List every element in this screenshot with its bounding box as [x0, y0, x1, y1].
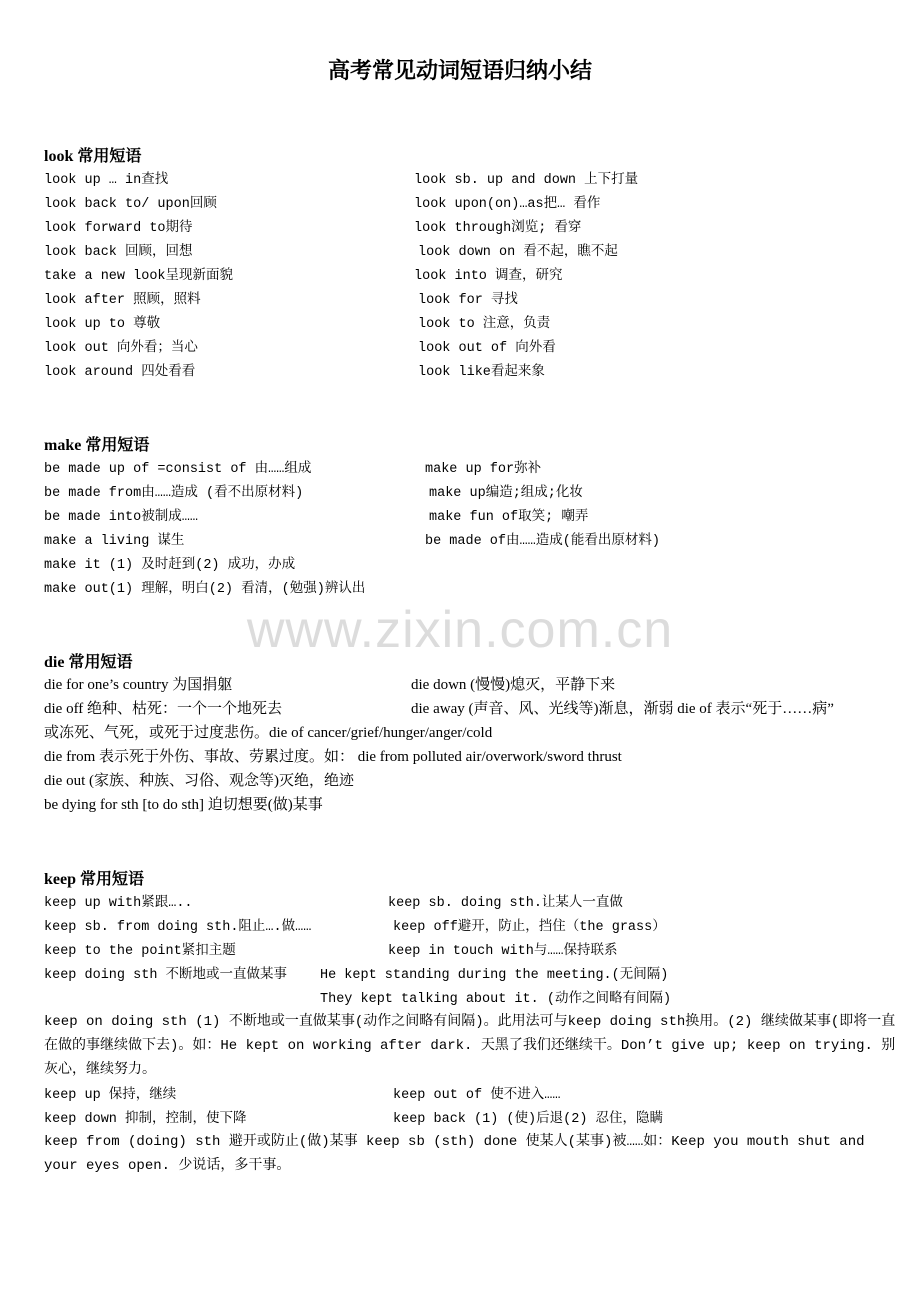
die-phrase-left: die for one’s country 为国捐躯: [44, 677, 233, 693]
make-heading: make 常用短语: [44, 437, 150, 454]
keep-phrase-left: keep up with紧跟…..: [44, 896, 193, 911]
make-row: [44, 456, 914, 480]
make-row: [44, 528, 914, 552]
look-row: [44, 359, 914, 383]
look-row: [44, 215, 914, 239]
keep-row: [44, 914, 914, 938]
die-line: die from 表示死于外伤、事故、劳累过度。如： die from polluted air/overwork/sword thrust: [44, 749, 622, 765]
make-line: make it (1) 及时赶到(2) 成功，办成: [44, 558, 296, 573]
keep-example: He kept standing during the meeting.(无间隔): [320, 968, 669, 983]
die-line: be dying for sth [to do sth] 迫切想要(做)某事: [44, 797, 323, 813]
look-row: [44, 263, 914, 287]
keep-paragraph: keep on doing sth (1) 不断地或一直做某事(动作之间略有间隔)。此用法可与keep doing sth换用。(2) 继续做某事(即将一直在做的事继续做下去)。如：He kept on working after dark. 天黑了我们还继续干。Don’t give up; keep on trying. 别灰心，继续努力。: [44, 1014, 896, 1078]
keep-row: [44, 938, 914, 962]
keep-phrase-right: keep off避开，防止，挡住（the grass）: [393, 920, 666, 935]
keep-phrase-right: keep back (1) (使)后退(2) 忍住，隐瞒: [393, 1112, 664, 1127]
make-phrase-right: make up for弥补: [425, 462, 542, 477]
keep-phrase-right: keep sb. doing sth.让某人一直做: [388, 896, 623, 911]
look-phrase-left: look back 回顾，回想: [44, 245, 193, 260]
look-row: [44, 239, 914, 263]
watermark-text: www.zixin.com.cn: [246, 601, 674, 659]
look-row: [44, 167, 914, 191]
look-phrase-right: look sb. up and down 上下打量: [414, 173, 639, 188]
die-line: die out (家族、种族、习俗、观念等)灭绝，绝迹: [44, 773, 354, 789]
keep-phrase-left: keep down 抑制，控制，使下降: [44, 1112, 247, 1127]
keep-phrase-left: keep to the point紧扣主题: [44, 944, 236, 959]
make-phrase-right: make fun of取笑; 嘲弄: [429, 510, 589, 525]
keep-phrase-left: keep doing sth 不断地或一直做某事: [44, 968, 288, 983]
make-row: [44, 480, 914, 504]
look-phrase-right: look to 注意，负责: [418, 317, 551, 332]
look-phrase-left: look back to/ upon回顾: [44, 197, 217, 212]
look-row: [44, 311, 914, 335]
die-phrase-right: die away (声音、风、光线等)渐息，渐弱 die of 表示“死于……病”: [411, 701, 834, 717]
look-phrase-left: look forward to期待: [44, 221, 193, 236]
keep-heading: keep 常用短语: [44, 871, 145, 888]
look-phrase-left: look around 四处看看: [44, 365, 196, 380]
keep-phrase-left: keep up 保持，继续: [44, 1088, 177, 1103]
look-phrase-right: look out of 向外看: [418, 341, 556, 356]
die-row: [44, 697, 914, 721]
look-phrase-left: look out 向外看；当心: [44, 341, 198, 356]
keep-row: [44, 1082, 914, 1106]
make-phrase-left: make a living 谋生: [44, 534, 185, 549]
die-phrase-right: die down (慢慢)熄灭，平静下来: [411, 677, 616, 693]
make-phrase-right: be made of由……造成(能看出原材料): [425, 534, 660, 549]
look-row: [44, 287, 914, 311]
look-phrase-left: look after 照顾，照料: [44, 293, 201, 308]
die-phrase-left: die off 绝种、枯死：一个一个地死去: [44, 701, 283, 717]
keep-example: They kept talking about it. (动作之间略有间隔): [320, 992, 672, 1007]
keep-phrase-left: keep sb. from doing sth.阻止….做……: [44, 920, 312, 935]
look-phrase-left: take a new look呈现新面貌: [44, 269, 234, 284]
look-phrase-right: look through浏览; 看穿: [414, 221, 582, 236]
look-phrase-left: look up to 尊敬: [44, 317, 161, 332]
make-line: make out(1) 理解，明白(2) 看清，(勉强)辨认出: [44, 582, 366, 597]
look-phrase-right: look down on 看不起，瞧不起: [418, 245, 618, 260]
keep-phrase-right: keep out of 使不进入……: [393, 1088, 561, 1103]
look-phrase-right: look like看起来象: [418, 365, 545, 380]
keep-row: [44, 986, 914, 1010]
look-phrase-right: look upon(on)…as把… 看作: [414, 197, 601, 212]
look-heading: look 常用短语: [44, 148, 142, 165]
keep-row: [44, 890, 914, 914]
look-row: [44, 335, 914, 359]
keep-row: [44, 962, 914, 986]
make-phrase-left: be made up of =consist of 由……组成: [44, 462, 312, 477]
make-phrase-right: make up编造;组成;化妆: [429, 486, 583, 501]
make-phrase-left: be made into被制成……: [44, 510, 198, 525]
die-line: 或冻死、气死，或死于过度悲伤。die of cancer/grief/hunger/anger/cold: [44, 725, 493, 741]
keep-row: [44, 1106, 914, 1130]
look-phrase-right: look into 调查，研究: [414, 269, 563, 284]
look-phrase-left: look up … in查找: [44, 173, 169, 188]
die-heading: die 常用短语: [44, 654, 133, 671]
look-phrase-right: look for 寻找: [418, 293, 518, 308]
make-row: [44, 504, 914, 528]
look-row: [44, 191, 914, 215]
die-row: [44, 673, 914, 697]
page-title: 高考常见动词短语归纳小结: [327, 59, 592, 84]
keep-paragraph: keep from (doing) sth 避开或防止(做)某事 keep sb (sth) done 使某人(某事)被……如：Keep you mouth shut and your eyes open. 少说话，多干事。: [44, 1134, 865, 1174]
keep-phrase-right: keep in touch with与……保持联系: [388, 944, 618, 959]
make-phrase-left: be made from由……造成 (看不出原材料): [44, 486, 304, 501]
